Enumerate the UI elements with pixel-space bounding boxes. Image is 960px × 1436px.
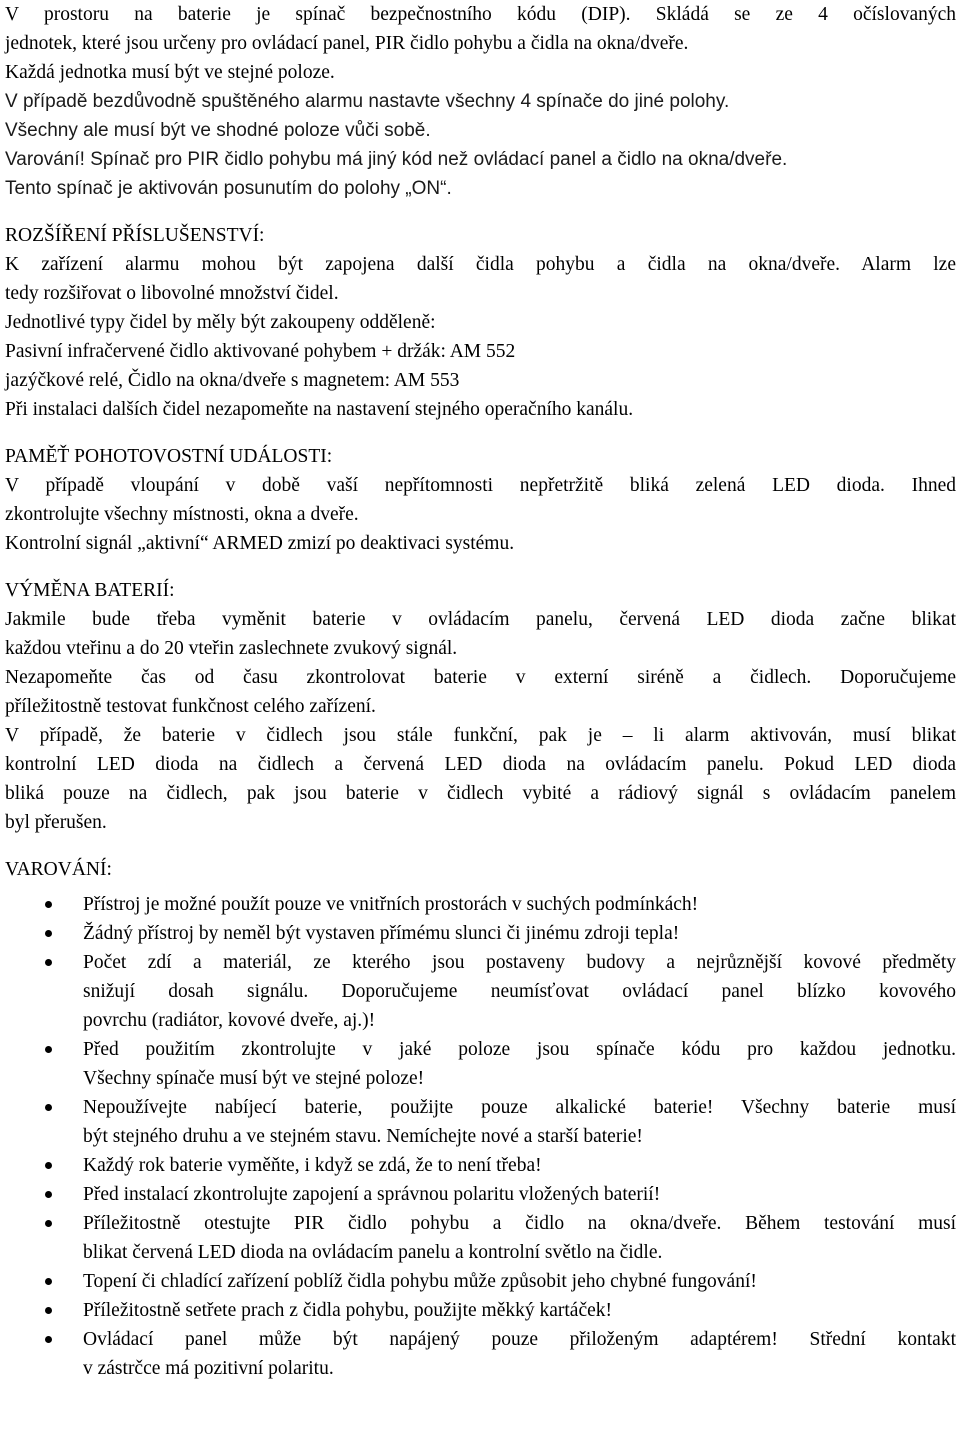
text-line: Jednotlivé typy čidel by měly být zakoupeny odděleně: bbox=[5, 312, 436, 333]
text-line: Každý rok baterie vyměňte, i když se zdá, že to není třeba! bbox=[83, 1155, 542, 1176]
text-line: jednotek, které jsou určeny pro ovládací panel, PIR čidlo pohybu a čidla na okna/dveře. bbox=[5, 33, 689, 54]
text-line: Kontrolní signál „aktivní“ ARMED zmizí po deaktivaci systému. bbox=[5, 533, 515, 554]
text-line: povrchu (radiátor, kovové dveře, aj.)! bbox=[83, 1010, 376, 1031]
text-line: Pasivní infračervené čidlo aktivované pohybem + držák: AM 552 bbox=[5, 341, 516, 362]
text-line: V případě bezdůvodně spuštěného alarmu nastavte všechny 4 spínače do jiné polohy. bbox=[5, 91, 730, 112]
text-line: Nepoužívejte nabíjecí baterie, použijte pouze alkalické baterie! Všechny baterie musí bbox=[83, 1097, 956, 1118]
text-line: Každá jednotka musí být ve stejné poloze. bbox=[5, 62, 335, 83]
warning-list-item bbox=[5, 1325, 956, 1383]
section-heading: VÝMĚNA BATERIÍ: bbox=[5, 580, 175, 601]
text-line: příležitostně testovat funkčnost celého zařízení. bbox=[5, 696, 376, 717]
text-line: bliká pouze na čidlech, pak jsou baterie v čidlech vybité a rádiový signál s ovládacím panelem bbox=[5, 783, 956, 804]
section-pamet bbox=[5, 442, 956, 558]
text-line: Žádný přístroj by neměl být vystaven přímému slunci či jinému zdroji tepla! bbox=[83, 923, 680, 944]
text-line: Před instalací zkontrolujte zapojení a správnou polaritu vložených baterií! bbox=[83, 1184, 661, 1205]
bullet-icon bbox=[5, 948, 83, 977]
section-heading: VAROVÁNÍ: bbox=[5, 859, 112, 880]
text-line: Topení či chladící zařízení poblíž čidla pohybu může způsobit jeho chybné fungování! bbox=[83, 1271, 757, 1292]
bullet-icon bbox=[5, 1296, 83, 1325]
text-line: V případě vloupání v době vaší nepřítomnosti nepřetržitě bliká zelená LED dioda. Ihned bbox=[5, 475, 956, 496]
text-line: Varování! Spínač pro PIR čidlo pohybu má jiný kód než ovládací panel a čidlo na okna/dveře. bbox=[5, 149, 788, 170]
bullet-icon bbox=[5, 1209, 83, 1238]
text-line: Počet zdí a materiál, ze kterého jsou postaveny budovy a nejrůznější kovové předměty bbox=[83, 952, 956, 973]
warning-list-item bbox=[5, 1151, 956, 1180]
text-line: Před použitím zkontrolujte v jaké poloze jsou spínače kódu pro každou jednotku. bbox=[83, 1039, 956, 1060]
text-line: Příležitostně otestujte PIR čidlo pohybu a čidlo na okna/dveře. Během testování musí bbox=[83, 1213, 956, 1234]
text-line: být stejného druhu a ve stejném stavu. Nemíchejte nové a starší baterie! bbox=[83, 1126, 643, 1147]
warning-list-item bbox=[5, 1180, 956, 1209]
text-line: Nezapomeňte čas od času zkontrolovat baterie v externí siréně a čidlech. Doporučujeme bbox=[5, 667, 956, 688]
warning-list-item bbox=[5, 1035, 956, 1093]
text-line: Jakmile bude třeba vyměnit baterie v ovládacím panelu, červená LED dioda začne blikat bbox=[5, 609, 956, 630]
section-heading: ROZŠÍŘENÍ PŘÍSLUŠENSTVÍ: bbox=[5, 225, 265, 246]
text-line: blikat červená LED dioda na ovládacím panelu a kontrolní světlo na čidle. bbox=[83, 1242, 663, 1263]
bullet-icon bbox=[5, 890, 83, 919]
text-line: Při instalaci dalších čidel nezapomeňte na nastavení stejného operačního kanálu. bbox=[5, 399, 634, 420]
text-line: Ovládací panel může být napájený pouze přiloženým adaptérem! Střední kontakt bbox=[83, 1329, 956, 1350]
text-line: tedy rozšiřovat o libovolné množství čidel. bbox=[5, 283, 339, 304]
text-line: byl přerušen. bbox=[5, 812, 107, 833]
text-line: v zástrčce má pozitivní polaritu. bbox=[83, 1358, 334, 1379]
text-line: Všechny ale musí být ve shodné poloze vůči sobě. bbox=[5, 120, 431, 141]
section-rozsireni bbox=[5, 221, 956, 424]
text-line: zkontrolujte všechny místnosti, okna a dveře. bbox=[5, 504, 359, 525]
section-heading: PAMĚŤ POHOTOVOSTNÍ UDÁLOSTI: bbox=[5, 446, 333, 467]
bullet-icon bbox=[5, 1093, 83, 1122]
text-line: K zařízení alarmu mohou být zapojena další čidla pohybu a čidla na okna/dveře. Alarm lze bbox=[5, 254, 956, 275]
text-line: Všechny spínače musí být ve stejné poloze! bbox=[83, 1068, 425, 1089]
text-line: každou vteřinu a do 20 vteřin zaslechnete zvukový signál. bbox=[5, 638, 458, 659]
warning-list-item bbox=[5, 890, 956, 919]
warning-list-item bbox=[5, 1267, 956, 1296]
bullet-icon bbox=[5, 1325, 83, 1354]
text-line: jazýčkové relé, Čidlo na okna/dveře s magnetem: AM 553 bbox=[5, 370, 460, 391]
warning-list-item bbox=[5, 948, 956, 1035]
text-line: Tento spínač je aktivován posunutím do polohy „ON“. bbox=[5, 178, 452, 199]
text-line: V prostoru na baterie je spínač bezpečnostního kódu (DIP). Skládá se ze 4 očíslovaných bbox=[5, 4, 956, 25]
text-line: snižují dosah signálu. Doporučujeme neumísťovat ovládací panel blízko kovového bbox=[83, 981, 956, 1002]
warning-list bbox=[5, 890, 956, 1383]
warning-list-item bbox=[5, 919, 956, 948]
section-varovani bbox=[5, 855, 956, 1383]
section-vymena bbox=[5, 576, 956, 837]
bullet-icon bbox=[5, 1180, 83, 1209]
warning-list-item bbox=[5, 1209, 956, 1267]
text-line: Příležitostně setřete prach z čidla pohybu, použijte měkký kartáček! bbox=[83, 1300, 613, 1321]
bullet-icon bbox=[5, 919, 83, 948]
warning-list-item bbox=[5, 1093, 956, 1151]
text-line: V případě, že baterie v čidlech jsou stále funkční, pak je – li alarm aktivován, musí blikat bbox=[5, 725, 956, 746]
text-line: kontrolní LED dioda na čidlech a červená LED dioda na ovládacím panelu. Pokud LED dioda bbox=[5, 754, 956, 775]
intro-paragraph bbox=[5, 0, 956, 203]
bullet-icon bbox=[5, 1151, 83, 1180]
text-line: Přístroj je možné použít pouze ve vnitřních prostorách v suchých podmínkách! bbox=[83, 894, 699, 915]
bullet-icon bbox=[5, 1267, 83, 1296]
bullet-icon bbox=[5, 1035, 83, 1064]
warning-list-item bbox=[5, 1296, 956, 1325]
